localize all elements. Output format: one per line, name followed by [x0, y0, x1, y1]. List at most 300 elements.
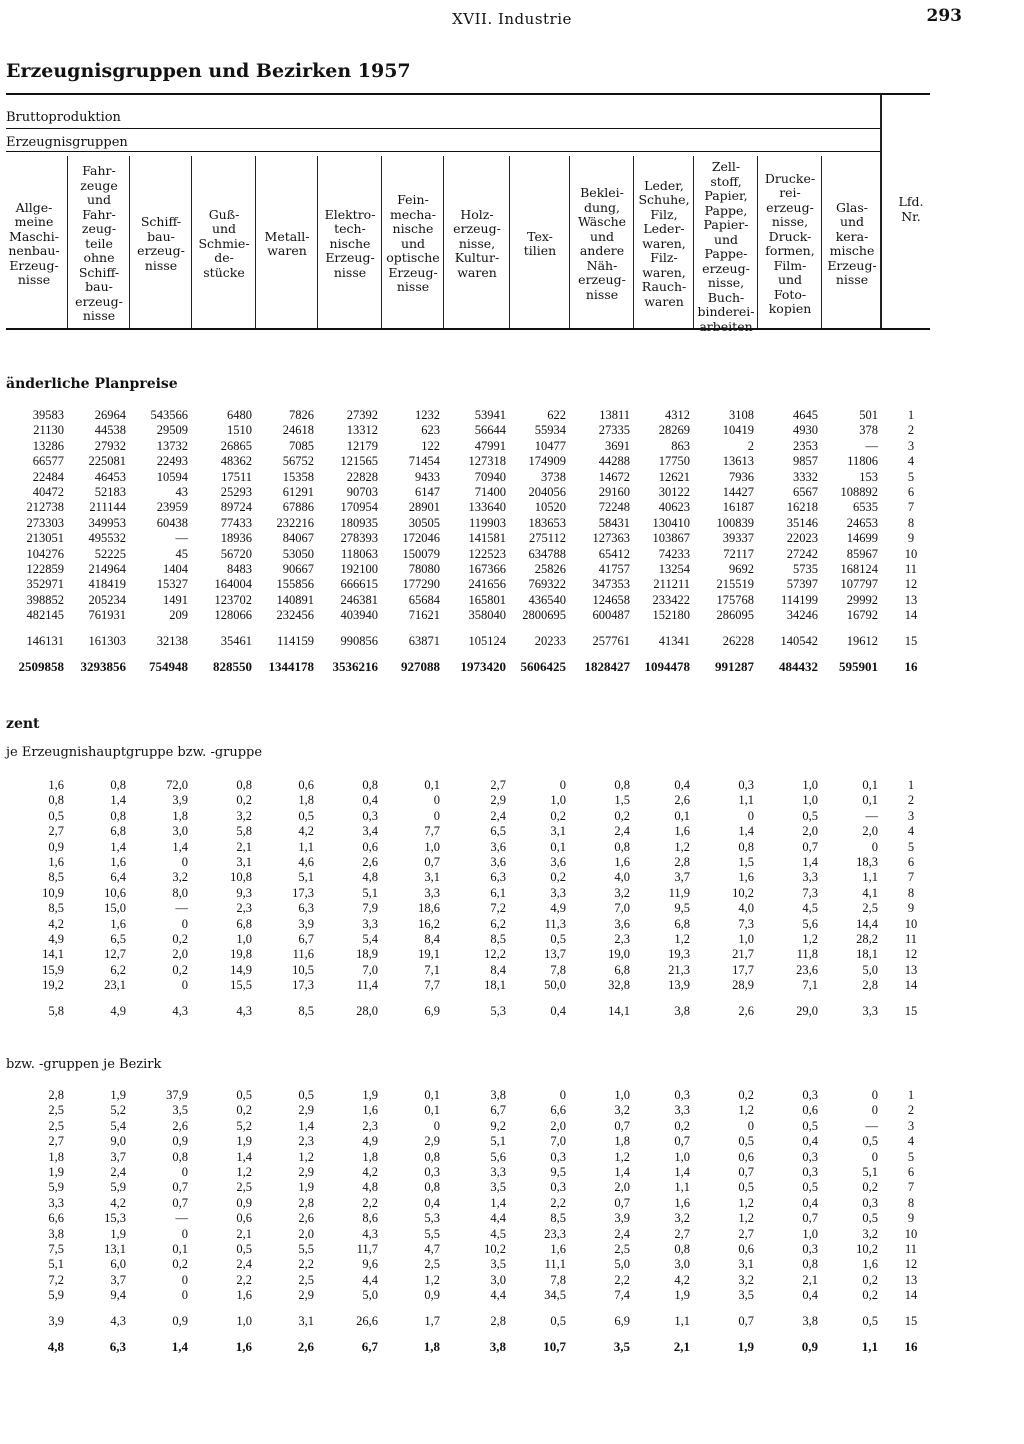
table-cell: 3,2: [614, 1103, 630, 1118]
column-header-line: dung,: [583, 199, 621, 215]
table-cell: 3,1: [550, 824, 566, 839]
table-cell: 25293: [220, 485, 252, 500]
bruttoproduktion-label: Bruttoproduktion: [6, 110, 121, 125]
table-cell: 9,5: [550, 1165, 566, 1180]
row-number-cell: 1: [907, 408, 915, 422]
column-separator: [569, 156, 570, 328]
table-cell: 2,5: [236, 1180, 252, 1195]
table-cell: 3,9: [298, 916, 314, 931]
table-cell: 4,6: [298, 855, 314, 870]
table-cell: 5,5: [424, 1226, 440, 1241]
table-cell: 100839: [716, 515, 754, 530]
table-cell: 1,1: [861, 1339, 878, 1355]
table-cell: 2,4: [110, 1165, 126, 1180]
table-cell: 6567: [793, 485, 818, 500]
table-cell: 241656: [468, 577, 506, 592]
table-cell: 3,1: [298, 1313, 314, 1328]
table-cell: 769322: [528, 577, 566, 592]
table-cell: 0,8: [110, 778, 126, 792]
column-header-line: Pappe,: [704, 202, 748, 218]
table-cell: 0,3: [862, 1195, 878, 1210]
table-cell: 1,4: [110, 839, 126, 854]
spacer-cell: [0, 1329, 940, 1339]
table-cell: 1,2: [738, 1195, 754, 1210]
table-cell: 1,1: [738, 793, 754, 808]
row-number-cell: 16: [904, 1339, 918, 1355]
column-header-line: Erzeug-: [827, 257, 877, 273]
table-cell: 634788: [528, 546, 566, 561]
table-cell: 1344178: [268, 659, 314, 675]
table-cell: 4,8: [362, 870, 378, 885]
table-cell: 3,5: [490, 1257, 506, 1272]
table-cell: 7,9: [362, 901, 378, 916]
table-row: [0, 947, 940, 962]
table-cell: 1,9: [737, 1339, 754, 1355]
table-cell: 19,1: [418, 947, 440, 962]
table-cell: 18,9: [356, 947, 378, 962]
table-row: [0, 1314, 940, 1329]
table-cell: 78080: [408, 562, 440, 577]
column-separator: [693, 156, 694, 328]
column-header-line: zeuge: [80, 177, 118, 193]
table-cell: 8,5: [490, 932, 506, 947]
column-header-line: nisse: [585, 286, 619, 302]
table-cell: 6,7: [490, 1103, 506, 1118]
table-cell: 0,5: [802, 1180, 818, 1195]
table-cell: 18,6: [418, 901, 440, 916]
table-spacer: [0, 624, 940, 634]
table-cell: 622: [547, 408, 566, 422]
table-cell: 2,6: [172, 1118, 188, 1133]
table-cell: 0,8: [110, 808, 126, 823]
table-cell: 168124: [840, 562, 878, 577]
table-cell: 1,0: [236, 1313, 252, 1328]
table-cell: 1828427: [584, 659, 630, 675]
table-cell: 2,4: [490, 808, 506, 823]
table-cell: 0,8: [172, 1149, 188, 1164]
row-number-cell: 11: [904, 932, 918, 947]
table-cell: 72117: [723, 546, 754, 561]
table-cell: 3,5: [490, 1180, 506, 1195]
table-cell: 0: [181, 1272, 188, 1287]
table-cell: 2,4: [614, 824, 630, 839]
table-cell: 0: [181, 1165, 188, 1180]
table-cell: 1,6: [362, 1103, 378, 1118]
table-cell: 3,5: [738, 1288, 754, 1303]
table-cell: 26,6: [356, 1313, 378, 1328]
table-cell: 4,3: [110, 1313, 126, 1328]
table-cell: 2,5: [862, 901, 878, 916]
column-separator: [317, 156, 318, 328]
table-cell: 8,5: [550, 1211, 566, 1226]
table-cell: 7,1: [424, 962, 440, 977]
row-number-cell: 5: [907, 469, 915, 484]
table-cell: 3,3: [424, 885, 440, 900]
table-cell: 6,3: [490, 870, 506, 885]
table-row: [0, 516, 940, 531]
column-header-line: stücke: [203, 264, 245, 280]
table-section1: [0, 408, 940, 675]
table-cell: —: [865, 808, 878, 823]
spacer-cell: [0, 624, 940, 634]
table-cell: 12179: [346, 438, 378, 453]
table-cell: 5,9: [48, 1288, 64, 1303]
column-header-9: [510, 230, 570, 259]
table-cell: 0,9: [172, 1313, 188, 1328]
table-cell: 273303: [26, 515, 64, 530]
table-cell: 1,8: [172, 808, 188, 823]
table-cell: 119903: [468, 515, 506, 530]
table-cell: 9,3: [236, 885, 252, 900]
column-header-line: andere: [579, 243, 625, 258]
table-cell: 0: [871, 1149, 878, 1164]
table-cell: 0,2: [172, 932, 188, 947]
table-cell: 257761: [592, 633, 630, 648]
column-header-line: Film-: [773, 257, 807, 273]
table-cell: 103867: [652, 531, 690, 546]
table-cell: 27932: [94, 438, 126, 453]
spacer-cell: [0, 649, 940, 659]
column-header-line: nenbau-: [8, 243, 60, 258]
table-cell: 2,3: [298, 1134, 314, 1149]
table-cell: 0,4: [802, 1195, 818, 1210]
table-cell: 1,2: [674, 932, 690, 947]
table-cell: 24618: [282, 423, 314, 438]
table-cell: 10,2: [484, 1242, 506, 1257]
table-cell: 3,6: [490, 839, 506, 854]
table-cell: 204056: [528, 485, 566, 500]
table-row: [0, 562, 940, 577]
table-cell: 0,3: [802, 1165, 818, 1180]
column-header-line: optische: [386, 250, 440, 266]
table-cell: 8,5: [48, 870, 64, 885]
table-cell: 7,7: [424, 978, 440, 993]
table-cell: 71454: [408, 454, 440, 469]
table-cell: 0,1: [424, 1088, 440, 1102]
table-cell: 3,2: [674, 1211, 690, 1226]
column-header-line: Fahr-: [82, 163, 116, 179]
table-cell: 6,4: [110, 870, 126, 885]
table-cell: 0,7: [172, 1195, 188, 1210]
table-cell: 1,8: [614, 1134, 630, 1149]
column-header-line: Beklei-: [580, 185, 624, 200]
table-cell: 1,9: [674, 1288, 690, 1303]
table-cell: 29509: [156, 423, 188, 438]
table-cell: 3,8: [48, 1226, 64, 1241]
table-cell: 3,3: [48, 1195, 64, 1210]
table-cell: 0,9: [424, 1288, 440, 1303]
table-cell: 3,7: [674, 870, 690, 885]
table-cell: 10477: [534, 438, 566, 453]
table-row: [0, 963, 940, 978]
table-cell: 1,1: [674, 1313, 690, 1328]
table-cell: 1,8: [298, 793, 314, 808]
table-cell: 1,9: [110, 1226, 126, 1241]
table-cell: 13613: [722, 454, 754, 469]
table-cell: 2,2: [362, 1195, 378, 1210]
table-cell: 4,2: [362, 1165, 378, 1180]
table-cell: 863: [671, 438, 690, 453]
column-separator: [255, 156, 256, 328]
rule-gruppen: [6, 151, 880, 152]
table-cell: 17750: [658, 454, 690, 469]
table-cell: 15,0: [104, 901, 126, 916]
table-cell: —: [175, 901, 188, 916]
table-cell: 5,9: [110, 1180, 126, 1195]
table-cell: 84067: [282, 531, 314, 546]
column-header-line: mecha-: [390, 206, 436, 222]
table-cell: 146131: [26, 633, 64, 648]
table-row: [0, 886, 940, 901]
table-cell: 0,4: [550, 1003, 566, 1018]
table-cell: 1,1: [674, 1180, 690, 1195]
column-header-line: tech-: [334, 221, 366, 237]
row-number-cell: 14: [904, 978, 918, 993]
table-row: [0, 824, 940, 839]
table-row: [0, 500, 940, 515]
column-header-line: nisse,: [707, 275, 745, 290]
table-cell: 2,2: [298, 1257, 314, 1272]
table-cell: 0,5: [802, 1118, 818, 1133]
table-cell: 2,4: [236, 1257, 252, 1272]
row-number-cell: 4: [907, 824, 915, 839]
column-header-13: [758, 172, 822, 317]
table-cell: 40472: [32, 485, 64, 500]
table-cell: 0: [433, 1118, 440, 1133]
table-cell: 105124: [468, 633, 506, 648]
table-cell: 0,8: [48, 793, 64, 808]
table-row: [0, 1165, 940, 1180]
table-cell: 0: [871, 839, 878, 854]
table-cell: 28,0: [356, 1003, 378, 1018]
table-cell: 214964: [88, 562, 126, 577]
column-header-line: Tex-: [527, 228, 553, 244]
table-cell: 3,3: [362, 916, 378, 931]
table-row: [0, 470, 940, 485]
table-cell: 10,8: [230, 870, 252, 885]
column-header-line: Fahr-: [82, 206, 116, 222]
table-cell: 215519: [716, 577, 754, 592]
table-cell: 32138: [156, 633, 188, 648]
column-header-line: Druck-: [768, 228, 812, 244]
table-cell: 85967: [846, 546, 878, 561]
table-cell: 17,7: [732, 962, 754, 977]
table-cell: 0,4: [802, 1288, 818, 1303]
column-header-line: Schiff-: [78, 264, 120, 280]
table-cell: 2,4: [614, 1226, 630, 1241]
table-cell: 12,2: [484, 947, 506, 962]
table-cell: 0,3: [674, 1088, 690, 1102]
row-number-cell: 10: [904, 1226, 918, 1241]
table-cell: 2,6: [362, 855, 378, 870]
table-cell: 5,3: [490, 1003, 506, 1018]
table-cell: 4,4: [490, 1211, 506, 1226]
column-header-line: Leder,: [644, 177, 684, 193]
table-cell: 1232: [415, 408, 440, 422]
column-header-line: und: [400, 235, 426, 251]
section2-subtitle: je Erzeugnishauptgruppe bzw. -gruppe: [6, 745, 263, 760]
column-header-line: Nr.: [901, 208, 921, 224]
table-row: [0, 1273, 940, 1288]
table-cell: 0,8: [674, 1242, 690, 1257]
table-cell: 28,2: [856, 932, 878, 947]
table-cell: 5,0: [614, 1257, 630, 1272]
table-cell: 0,2: [550, 808, 566, 823]
table-cell: 1,0: [738, 932, 754, 947]
table-cell: 32,8: [608, 978, 630, 993]
column-header-line: tilien: [523, 243, 557, 258]
table-cell: 40623: [658, 500, 690, 515]
table-cell: 5735: [793, 562, 818, 577]
column-header-line: erzeug-: [766, 199, 814, 215]
table-cell: 23,6: [796, 962, 818, 977]
table-cell: 1,5: [614, 793, 630, 808]
table-cell: 46453: [94, 469, 126, 484]
table-cell: 44538: [94, 423, 126, 438]
column-header-line: und: [777, 272, 803, 287]
table-cell: 71621: [408, 608, 440, 623]
table-cell: 0: [871, 1088, 878, 1102]
column-header-line: Wäsche: [577, 214, 627, 229]
table-cell: 2,7: [48, 824, 64, 839]
table-cell: 0,5: [236, 1242, 252, 1257]
column-header-3: [130, 215, 192, 273]
table-cell: 0,6: [802, 1103, 818, 1118]
table-cell: 0,3: [802, 1149, 818, 1164]
column-header-10: [570, 186, 634, 302]
table-cell: 39337: [722, 531, 754, 546]
table-row: [0, 901, 940, 916]
row-number-cell: 6: [907, 485, 915, 500]
section1-title: änderliche Planpreise: [6, 376, 178, 392]
table-cell: 3,3: [862, 1003, 878, 1018]
table-cell: 482145: [26, 608, 64, 623]
table-cell: 41757: [598, 562, 630, 577]
table-cell: 1,0: [236, 932, 252, 947]
table-cell: 7,3: [802, 885, 818, 900]
table-cell: 16,2: [418, 916, 440, 931]
table-cell: 27242: [786, 546, 818, 561]
table-cell: 10,7: [543, 1339, 566, 1355]
table-row: [0, 1103, 940, 1118]
table-cell: 0: [181, 978, 188, 993]
table-cell: 0,5: [862, 1313, 878, 1328]
table-section2: [0, 778, 940, 1019]
table-cell: 18,1: [856, 947, 878, 962]
table-cell: 13,1: [104, 1242, 126, 1257]
table-cell: 52225: [94, 546, 126, 561]
table-cell: 1,8: [48, 1149, 64, 1164]
table-cell: 3,1: [424, 870, 440, 885]
table-cell: 6,6: [550, 1103, 566, 1118]
table-cell: 275112: [528, 531, 566, 546]
table-cell: 0,3: [802, 1242, 818, 1257]
table-cell: 0,2: [862, 1180, 878, 1195]
table-cell: 3,9: [614, 1211, 630, 1226]
table-cell: 0,6: [298, 778, 314, 792]
table-row: [0, 593, 940, 608]
table-cell: 8,0: [172, 885, 188, 900]
table-row: [0, 659, 940, 674]
table-cell: 1,9: [298, 1180, 314, 1195]
table-cell: 10,2: [856, 1242, 878, 1257]
table-cell: 7,2: [490, 901, 506, 916]
table-cell: 0,1: [424, 1103, 440, 1118]
table-cell: 3,8: [674, 1003, 690, 1018]
table-cell: 22828: [346, 469, 378, 484]
table-cell: 2,5: [48, 1118, 64, 1133]
table-cell: 19,2: [42, 978, 64, 993]
table-cell: 13312: [346, 423, 378, 438]
table-cell: 0,2: [236, 793, 252, 808]
table-cell: 3293856: [80, 659, 126, 675]
row-number-cell: 3: [907, 808, 915, 823]
column-header-line: Schiff-: [140, 214, 182, 229]
table-cell: 2,9: [298, 1165, 314, 1180]
table-cell: 0,8: [236, 778, 252, 792]
table-cell: 7,5: [48, 1242, 64, 1257]
table-cell: 7,2: [48, 1272, 64, 1287]
table-cell: 21130: [33, 423, 64, 438]
column-header-line: waren: [457, 264, 497, 280]
table-row: [0, 978, 940, 993]
table-row: [0, 1339, 940, 1354]
table-cell: 2,9: [298, 1103, 314, 1118]
row-number-cell: 7: [907, 870, 915, 885]
table-cell: 170954: [340, 500, 378, 515]
table-cell: 2: [747, 438, 754, 453]
column-separator: [381, 156, 382, 328]
table-cell: 1,6: [48, 855, 64, 870]
table-cell: 666615: [340, 577, 378, 592]
table-cell: 7,4: [614, 1288, 630, 1303]
table-cell: 4,8: [47, 1339, 64, 1355]
table-row: [0, 1004, 940, 1019]
table-cell: 0,5: [550, 932, 566, 947]
table-cell: 4,0: [614, 870, 630, 885]
table-cell: 6,0: [110, 1257, 126, 1272]
table-cell: 77433: [220, 515, 252, 530]
table-cell: 6,9: [424, 1003, 440, 1018]
table-cell: 52183: [94, 485, 126, 500]
table-cell: 3,0: [172, 824, 188, 839]
table-cell: 2,8: [490, 1313, 506, 1328]
table-cell: 19,8: [230, 947, 252, 962]
table-row: [0, 793, 940, 808]
row-number-cell: 6: [907, 1165, 915, 1180]
table-cell: 14,4: [856, 916, 878, 931]
table-cell: 0,3: [738, 778, 754, 792]
table-cell: 4,9: [110, 1003, 126, 1018]
column-header-line: Filz,: [650, 206, 678, 222]
column-header-line: Erzeug-: [325, 250, 375, 266]
table-cell: 9,2: [490, 1118, 506, 1133]
table-cell: 3,5: [172, 1103, 188, 1118]
row-number-cell: 2: [907, 1103, 915, 1118]
table-cell: 1,4: [674, 1165, 690, 1180]
table-cell: 623: [421, 423, 440, 438]
table-cell: 16792: [846, 608, 878, 623]
table-cell: 0,8: [738, 839, 754, 854]
table-cell: 2,0: [550, 1118, 566, 1133]
column-header-line: Drucke-: [764, 170, 816, 186]
column-header-line: Filz-: [650, 250, 678, 266]
table-cell: 0,1: [550, 839, 566, 854]
table-cell: 0,2: [862, 1272, 878, 1287]
table-cell: 6147: [415, 485, 440, 500]
table-cell: 1,4: [614, 1165, 630, 1180]
table-cell: 1,6: [550, 1242, 566, 1257]
